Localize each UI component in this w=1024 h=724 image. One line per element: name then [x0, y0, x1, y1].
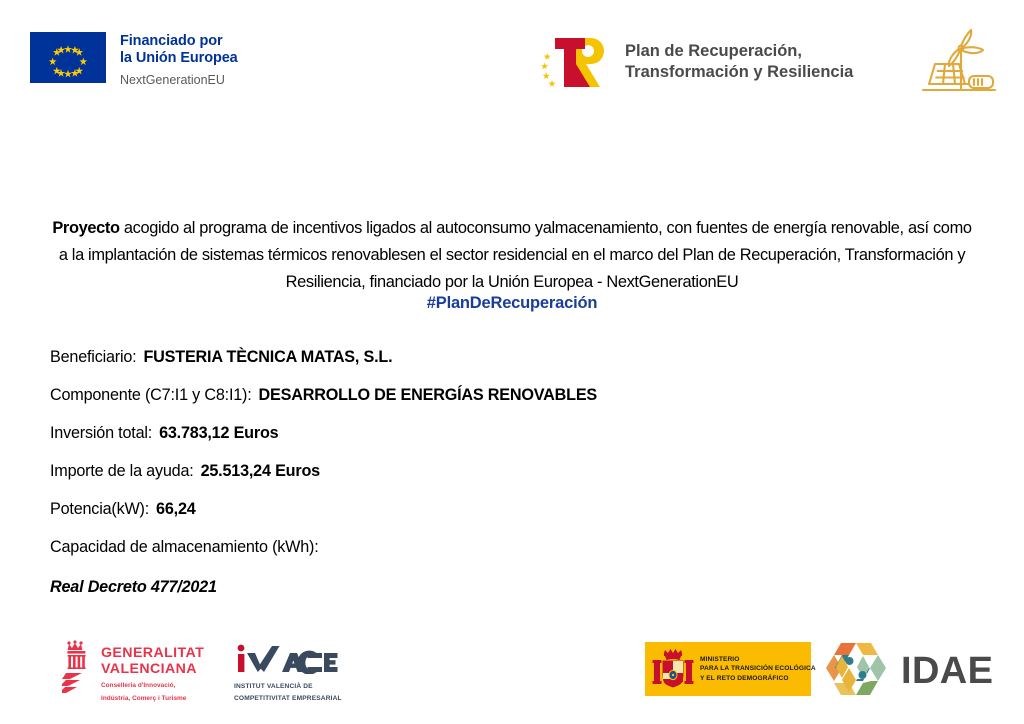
- generalitat-text: [101, 640, 204, 704]
- eu-flag-icon: [30, 32, 106, 83]
- eu-title-line2: la Unión Europea: [120, 50, 238, 66]
- field-value: DESARROLLO DE ENERGÍAS RENOVABLES: [258, 386, 598, 404]
- ivace-sub-line1: INSTITUT VALENCIÀ DE: [234, 683, 313, 690]
- idae-logo: [822, 640, 993, 702]
- hashtag: #PlanDeRecuperación: [426, 294, 598, 312]
- ministry-line2: PARA LA TRANSICIÓN ECOLÓGICA: [700, 665, 816, 673]
- plan-recuperacion-logo: [537, 30, 853, 94]
- field-potencia: [50, 500, 970, 538]
- ivace-logo-icon: [234, 642, 338, 674]
- idae-hexagon-icon: [822, 640, 890, 702]
- eu-logo-text: [120, 32, 238, 89]
- plan-recuperacion-text: [625, 41, 853, 83]
- plan-line1: Plan de Recuperación,: [625, 42, 802, 60]
- generalitat-title-line1: GENERALITAT: [101, 645, 205, 661]
- field-label: Capacidad de almacenamiento (kWh):: [50, 538, 319, 556]
- ministry-text: [700, 655, 816, 683]
- field-beneficiario: [50, 348, 970, 386]
- project-description-bold: Proyecto: [52, 219, 120, 238]
- ministry-logo: [645, 642, 816, 696]
- generalitat-sub-line1: Conselleria d'Innovació,: [101, 682, 176, 689]
- plan-line2: Transformación y Resiliencia: [625, 63, 854, 81]
- spain-coat-of-arms-icon: [651, 646, 695, 692]
- eu-title-line1: Financiado por: [120, 33, 223, 49]
- field-label: Potencia(kW):: [50, 500, 150, 518]
- field-label: Importe de la ayuda:: [50, 462, 194, 480]
- header-banner: [0, 0, 1024, 120]
- wind-turbine-solar-battery-icon: [915, 28, 1003, 105]
- field-label: Inversión total:: [50, 424, 153, 442]
- ivace-sub-line2: COMPETITIVITAT EMPRESARIAL: [234, 695, 342, 702]
- footer-logos: [0, 624, 1024, 724]
- tr-emblem-icon: [537, 30, 609, 94]
- generalitat-valenciana-crest-icon: [62, 640, 92, 698]
- field-label: Componente (C7:I1 y C8:I1):: [50, 386, 252, 404]
- project-description: [52, 215, 972, 296]
- field-importe-ayuda: [50, 462, 970, 500]
- ivace-logo: [234, 642, 342, 703]
- generalitat-valenciana-logo: [62, 640, 204, 704]
- field-value: 66,24: [156, 500, 196, 518]
- field-inversion-total: [50, 424, 970, 462]
- generalitat-sub-line2: Indústria, Comerç i Turisme: [101, 695, 187, 703]
- idae-wordmark: IDAE: [901, 650, 994, 692]
- field-value: FUSTERIA TÈCNICA MATAS, S.L.: [143, 348, 393, 366]
- field-capacidad-almacenamiento: [50, 538, 970, 576]
- field-componente: [50, 386, 970, 424]
- ministry-line1: MINISTERIO: [700, 656, 740, 664]
- field-label: Beneficiario:: [50, 348, 137, 366]
- project-description-rest: acogido al programa de incentivos ligados al autoconsumo yalmacenamiento, con fuentes de energía renovable, así como a la implantación de sistemas térmicos renovablesen el sector residencial en el marco del Plan de Recuperación, Transformación y Resiliencia, financiado por la Unión Europea - NextGenerationEU: [58, 219, 972, 292]
- project-details-list: [50, 348, 970, 576]
- field-value: 25.513,24 Euros: [200, 462, 320, 480]
- eu-funding-logo: [30, 32, 238, 89]
- ministry-line3: Y EL RETO DEMOGRÁFICO: [700, 674, 789, 682]
- eu-subtitle: NextGenerationEU: [120, 73, 225, 87]
- field-value: 63.783,12 Euros: [159, 424, 279, 442]
- real-decreto-reference: Real Decreto 477/2021: [50, 578, 217, 596]
- generalitat-title-line2: VALENCIANA: [101, 661, 197, 677]
